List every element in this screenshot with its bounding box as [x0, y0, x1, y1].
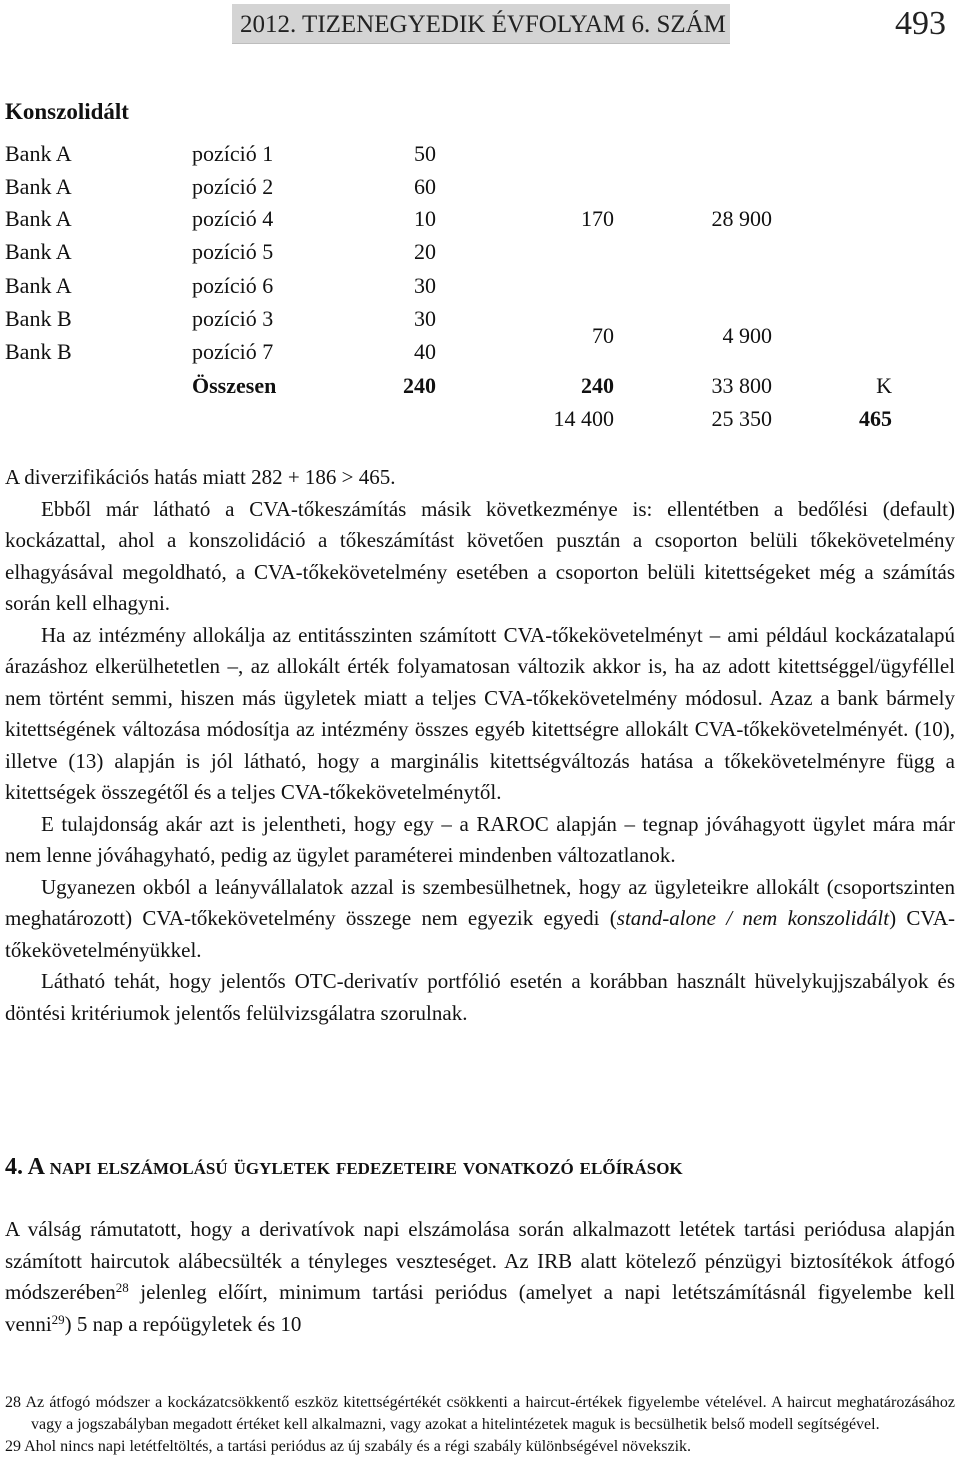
value-cell: 30: [414, 273, 436, 298]
total-value: 240: [403, 373, 436, 398]
total-subtotal: 240: [581, 373, 614, 398]
footnote-text: Az átfogó módszer a kockázatcsökkentő eszköz kitettségértékét csökkenti a haircut-értékek figyelembe vételével. A haircut meghatározásához vagy a jogszabályban megadott értéket kell alkalmazni, vagy azokat a hitelintézetek maguk is becsülhetik belső modell segítségével.: [25, 1394, 955, 1433]
value-cell: 60: [414, 174, 436, 199]
table-title: Konszolidált: [5, 99, 129, 124]
value-cell: 20: [414, 239, 436, 264]
position-cell: pozíció 2: [192, 174, 274, 199]
paragraph-text: ) CVA-tőkekövetelményükkel.: [5, 906, 955, 962]
bank-cell: Bank B: [5, 306, 72, 331]
footnote-number: 29: [5, 1438, 21, 1455]
bank-cell: Bank A: [5, 206, 72, 231]
k-value: 465: [859, 406, 892, 431]
paragraph-text: Ugyanezen okból a leányvállalatok azzal is szembesülhetnek, hogy az ügyleteikre allokált (csoportszinten meghatározott) CVA-tőkekövetelmény összege nem egyezik egyedi (: [5, 874, 955, 930]
footnote-text: Ahol nincs napi letétfeltöltés, a tartási periódus az új szabály és a régi szabály különbségével növekszik.: [24, 1438, 692, 1455]
section-heading: 4. A napi elszámolású ügyletek fedezeteire vonatkozó előírások: [5, 1154, 683, 1180]
paragraph: Ha az intézmény allokálja az entitásszinten számított CVA-tőkekövetelményt – ami például kockázatalapú árazáshoz elkerülhetetlen –, az allokált érték folyamatosan változik akkor is, ha az adott kitettséggel/ügyféllel nem történt semmi, hiszen más ügyletek miatt a teljes CVA-tőkekövetelmény módosul. Azaz a bank bármely kitettségének változása módosítja az intézmény összes egyéb kitettségre allokált CVA-tőkekövetelményét. (10), illetve (13) alapján is jól látható, hogy a marginális kitettségváltozás hatása a tőkekövetelményre függ a kitettségek összegétől és a teljes CVA-tőkekövetelménytől.: [5, 622, 955, 804]
total-label: Összesen: [192, 373, 277, 398]
value-cell: 10: [414, 206, 436, 231]
value-cell: 30: [414, 306, 436, 331]
total-square: 33 800: [711, 373, 772, 398]
position-cell: pozíció 5: [192, 239, 274, 264]
value-cell: 50: [414, 141, 436, 166]
k-label: K: [876, 373, 892, 398]
paragraph-text: ) 5 nap a repóügyletek és 10: [64, 1311, 302, 1336]
group-a-subtotal: 170: [581, 206, 614, 231]
footnote: [5, 1436, 955, 1458]
bank-cell: Bank A: [5, 273, 72, 298]
paragraph: A diverzifikációs hatás miatt 282 + 186 > 465.: [5, 465, 396, 489]
paragraph: [5, 1214, 955, 1340]
position-cell: pozíció 6: [192, 273, 274, 298]
position-cell: pozíció 7: [192, 339, 274, 364]
bank-cell: Bank A: [5, 141, 72, 166]
paragraph: [5, 872, 955, 967]
footnote-ref[interactable]: 29: [51, 1311, 65, 1327]
body-text: [5, 462, 955, 1029]
footnotes: [5, 1392, 955, 1458]
bank-cell: Bank B: [5, 339, 72, 364]
page-number: 493: [895, 5, 946, 42]
footnote-number: 28: [5, 1394, 21, 1411]
bank-cell: Bank A: [5, 239, 72, 264]
final-a: 14 400: [553, 406, 614, 431]
group-b-subtotal: 70: [592, 323, 614, 348]
paragraph: E tulajdonság akár azt is jelentheti, hogy egy – a RAROC alapján – tegnap jóváhagyott ügylet mára már nem lenne jóváhagyható, pedig az ügylet paraméterei mindenben változatlanok.: [5, 811, 955, 867]
position-cell: pozíció 3: [192, 306, 274, 331]
paragraph: Ebből már látható a CVA-tőkeszámítás másik következménye is: ellentétben a bedőlési (default) kockázattal, ahol a konszolidáció a tőkeszámítást követően pusztán a csoporton belüli tőkekövetelmény elhagyásával megoldható, a CVA-tőkekövetelmény esetében a csoporton belüli kitettségeket még a számítás során kell elhagyni.: [5, 496, 955, 615]
group-a-square: 28 900: [711, 206, 772, 231]
final-b: 25 350: [711, 406, 772, 431]
group-b-square: 4 900: [722, 323, 772, 348]
bank-cell: Bank A: [5, 174, 72, 199]
value-cell: 40: [414, 339, 436, 364]
footnote-ref[interactable]: 28: [115, 1280, 129, 1295]
italic-term: stand-alone / nem konszolidált: [616, 906, 890, 930]
journal-header: 2012. TIZENEGYEDIK ÉVFOLYAM 6. SZÁM: [232, 4, 730, 44]
footnote: [5, 1392, 955, 1436]
section-text: [5, 1214, 955, 1340]
position-cell: pozíció 4: [192, 206, 274, 231]
paragraph-text: A válság rámutatott, hogy a derivatívok napi elszámolása során alkalmazott letétek tartási periódusa alapján számított haircutok alábecsülték a tényleges veszteséget. Az IRB alatt kötelező pénzügyi biztosítékok átfogó módszerében: [5, 1217, 955, 1304]
paragraph: Látható tehát, hogy jelentős OTC-derivatív portfólió esetén a korábban használt hüvelykujjszabályok és döntési kritériumok jelentős felülvizsgálatra szorulnak.: [5, 969, 955, 1025]
position-cell: pozíció 1: [192, 141, 274, 166]
paragraph-text: jelenleg előírt, minimum tartási periódus (amelyet a napi letétszámításnál figyelembe kell venni: [5, 1280, 955, 1336]
